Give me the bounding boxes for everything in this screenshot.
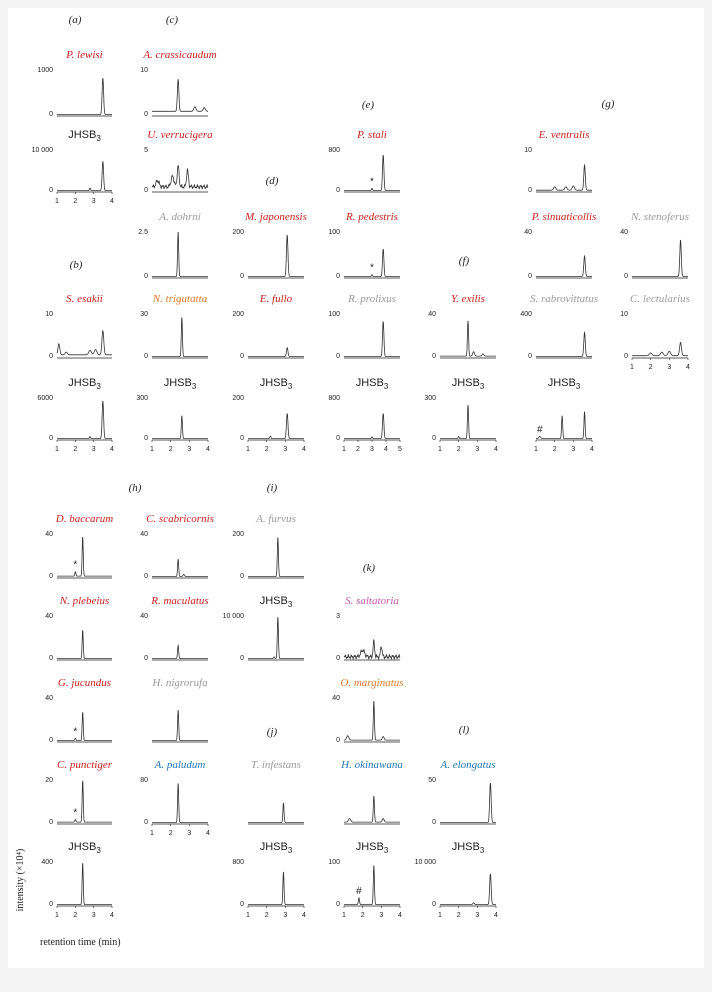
x-axis-label: retention time (min) (40, 937, 121, 948)
y-tick-label: 10 (524, 147, 532, 154)
chart-25 (45, 513, 113, 580)
chart-title: $JHSB_3$ (163, 377, 197, 391)
chromatogram-trace (152, 710, 208, 741)
y-tick-label: 200 (232, 531, 244, 538)
chromatogram-trace (248, 537, 304, 576)
chart-title: $JHSB_3$ (355, 841, 389, 855)
chromatogram-trace (152, 317, 208, 356)
chromatogram-trace (536, 256, 592, 277)
y-tick-label: 0 (49, 111, 53, 118)
y-tick-label: 10 000 (31, 147, 53, 154)
chart-title: $JHSB_3$ (259, 841, 293, 855)
y-tick-label: 0 (240, 573, 244, 580)
chart-5 (138, 211, 208, 280)
chromatogram-trace (632, 240, 688, 277)
asterisk-marker: * (73, 726, 78, 738)
chart-title: T. infestans (251, 759, 301, 771)
x-tick-label: 3 (475, 912, 480, 919)
x-tick-label: 4 (110, 446, 114, 453)
y-tick-label: 6000 (37, 395, 53, 402)
chart-title: $JHSB_3$ (68, 129, 101, 143)
y-tick-label: 0 (144, 573, 148, 580)
y-tick-label: 0 (432, 353, 436, 360)
chart-title: N. plebeius (59, 595, 110, 607)
y-tick-label: 0 (49, 737, 53, 744)
chart-title: A. crassicaudum (143, 49, 217, 61)
chart-title: S. esakii (66, 293, 103, 305)
x-tick-label: 2 (356, 446, 360, 453)
chart-32 (45, 677, 112, 744)
chart-title: R. pedestris (346, 211, 398, 223)
y-tick-label: 40 (620, 229, 628, 236)
y-tick-label: 3 (336, 613, 340, 620)
chart-title: $JHSB_3$ (259, 377, 293, 391)
chromatogram-trace (536, 165, 592, 190)
chromatogram-trace (248, 348, 304, 357)
x-tick-label: 4 (110, 198, 114, 205)
chart-title: $JHSB_3$ (68, 841, 101, 855)
chart-30 (223, 595, 304, 662)
chart-27 (232, 513, 304, 580)
chart-title: S. saltatoria (345, 595, 399, 607)
chart-43 (415, 841, 498, 919)
x-tick-label: 2 (168, 830, 173, 837)
chart-title: A. dohrni (159, 211, 201, 223)
x-tick-label: 3 (475, 446, 480, 453)
chromatogram-trace (440, 321, 496, 356)
chart-38 (340, 759, 403, 824)
x-tick-label: 2 (456, 446, 461, 453)
x-tick-label: 2 (456, 912, 461, 919)
chart-37 (248, 759, 304, 824)
y-tick-label: 0 (336, 353, 340, 360)
chromatogram-trace (344, 796, 400, 822)
y-tick-label: 30 (140, 311, 148, 318)
x-tick-label: 4 (494, 912, 498, 919)
chromatogram-trace (344, 701, 400, 740)
y-tick-label: 200 (232, 229, 244, 236)
panel-label-c: (c) (165, 14, 179, 26)
chart-6 (232, 211, 307, 280)
y-tick-label: 0 (144, 273, 148, 280)
x-tick-label: 1 (55, 198, 59, 205)
chart-title: C. punctiger (57, 759, 112, 771)
panel-label-b: (b) (69, 259, 83, 271)
panel-label-d: (d) (265, 175, 279, 187)
y-tick-label: 0 (528, 353, 532, 360)
y-tick-label: 50 (428, 777, 436, 784)
chart-title: H. nigrorufa (152, 677, 208, 689)
chart-title: S. rabrovittatus (529, 293, 599, 305)
x-tick-label: 2 (648, 364, 653, 371)
chart-title: Y. exilis (451, 293, 485, 305)
y-tick-label: 0 (432, 901, 436, 908)
chart-title: E. fullo (259, 293, 293, 305)
chart-11 (620, 211, 689, 280)
chart-15 (328, 293, 400, 360)
y-tick-label: 0 (528, 273, 532, 280)
chart-39 (428, 759, 496, 826)
y-tick-label: 10 (45, 311, 53, 318)
y-tick-label: 0 (336, 737, 340, 744)
x-tick-label: 4 (398, 912, 402, 919)
panel-label-h: (h) (128, 482, 142, 494)
y-tick-label: 0 (49, 655, 53, 662)
chart-title: M. japonensis (245, 211, 307, 223)
chromatogram-trace (248, 617, 304, 658)
chart-31 (336, 595, 400, 662)
panel-label-j: (j) (266, 726, 278, 738)
chart-title: U. verrucigera (147, 129, 213, 141)
y-tick-label: 40 (45, 613, 53, 620)
chart-title: $JHSB_3$ (547, 377, 581, 391)
y-tick-label: 0 (144, 655, 148, 662)
y-tick-label: 0 (336, 273, 340, 280)
chromatogram-trace (57, 863, 112, 904)
y-tick-label: 0 (240, 273, 244, 280)
x-tick-label: 4 (302, 446, 306, 453)
y-tick-label: 0 (336, 655, 340, 662)
chart-title: E. ventralis (538, 129, 590, 141)
panel-label-e: (e) (361, 99, 375, 111)
panel-label-a: (a) (68, 14, 82, 26)
chromatogram-trace (344, 639, 400, 659)
chromatogram-trace (57, 161, 112, 190)
y-tick-label: 1000 (37, 67, 53, 74)
y-tick-label: 10 000 (222, 613, 244, 620)
panel-label-l: (l) (458, 724, 470, 736)
y-tick-label: 0 (144, 187, 148, 194)
chromatogram-trace (248, 235, 304, 276)
chart-title: $JHSB_3$ (259, 595, 293, 609)
chart-title: G. jucundus (57, 677, 112, 689)
chromatogram-trace (440, 874, 496, 905)
chart-42 (328, 841, 402, 919)
chart-40 (41, 841, 114, 919)
chromatogram-trace (248, 413, 304, 438)
x-tick-label: 3 (91, 198, 96, 205)
chromatogram-trace (248, 803, 304, 823)
y-tick-label: 0 (144, 353, 148, 360)
chart-28 (45, 595, 112, 662)
y-axis-label: intensity (×10⁴) (15, 848, 26, 912)
chart-title: A. paludum (154, 759, 206, 771)
chromatogram-trace (57, 401, 112, 439)
chart-title: P. stali (357, 129, 387, 141)
chart-29 (140, 595, 209, 662)
x-tick-label: 4 (302, 912, 306, 919)
x-tick-label: 1 (150, 830, 154, 837)
x-tick-label: 2 (168, 446, 173, 453)
chart-4 (144, 129, 213, 194)
x-tick-label: 1 (246, 446, 250, 453)
chart-13 (140, 293, 208, 360)
y-tick-label: 0 (49, 435, 53, 442)
chart-33 (151, 677, 208, 742)
x-tick-label: 2 (73, 912, 78, 919)
x-tick-label: 3 (91, 446, 96, 453)
chromatogram-trace (152, 166, 208, 189)
chart-2 (32, 129, 114, 205)
y-tick-label: 0 (240, 901, 244, 908)
y-tick-label: 400 (41, 859, 53, 866)
x-tick-label: 2 (360, 912, 365, 919)
y-tick-label: 0 (49, 819, 53, 826)
y-tick-label: 0 (624, 353, 628, 360)
chart-title: P. lewisi (66, 49, 103, 61)
chart-20 (136, 377, 210, 453)
chromatogram-trace (57, 630, 112, 658)
chromatogram-trace (440, 405, 496, 439)
chart-35 (45, 759, 113, 826)
chromatogram-trace (57, 712, 112, 740)
chromatogram-trace (344, 321, 400, 356)
y-tick-label: 0 (336, 187, 340, 194)
chart-title: C. lectularius (630, 293, 690, 305)
chart-title: A. elongatus (440, 759, 496, 771)
y-tick-label: 300 (424, 395, 436, 402)
chromatogram-trace (440, 783, 496, 823)
x-tick-label: 2 (264, 912, 269, 919)
x-tick-label: 1 (342, 912, 346, 919)
x-tick-label: 3 (187, 446, 192, 453)
y-tick-label: 800 (328, 147, 340, 154)
chart-title: R. prolixus (348, 293, 396, 305)
y-tick-label: 80 (140, 777, 148, 784)
chart-title: D. baccarum (55, 513, 114, 525)
x-tick-label: 3 (187, 830, 192, 837)
panel-label-k: (k) (362, 562, 376, 574)
y-tick-label: 2.5 (138, 229, 148, 236)
chart-3 (140, 49, 217, 118)
chart-8 (328, 211, 400, 280)
chart-title: $JHSB_3$ (451, 377, 485, 391)
chart-24 (534, 377, 594, 453)
chart-title: N. trigutatta (152, 293, 208, 305)
y-tick-label: 0 (49, 573, 53, 580)
chart-7 (328, 129, 400, 194)
y-tick-label: 10 (620, 311, 628, 318)
chart-23 (424, 377, 498, 453)
y-tick-label: 300 (136, 395, 148, 402)
x-tick-label: 3 (667, 364, 672, 371)
x-tick-label: 1 (438, 446, 442, 453)
x-tick-label: 3 (283, 446, 288, 453)
chromatogram-trace (344, 865, 400, 904)
chart-9 (524, 129, 592, 194)
x-tick-label: 3 (379, 912, 384, 919)
y-tick-label: 100 (328, 311, 340, 318)
chromatogram-trace (152, 783, 208, 822)
y-tick-label: 0 (336, 901, 340, 908)
y-tick-label: 40 (45, 531, 53, 538)
panel-label-g: (g) (601, 98, 615, 110)
chart-title: $JHSB_3$ (68, 377, 101, 391)
x-tick-label: 2 (552, 446, 557, 453)
y-tick-label: 20 (45, 777, 53, 784)
y-tick-label: 800 (328, 395, 340, 402)
x-tick-label: 1 (55, 446, 59, 453)
chromatogram-trace (57, 537, 112, 576)
asterisk-marker: * (73, 807, 78, 819)
chart-title: A. furvus (256, 513, 296, 525)
y-tick-label: 0 (432, 819, 436, 826)
y-tick-label: 0 (240, 655, 244, 662)
y-tick-label: 0 (528, 187, 532, 194)
chart-title: N. stenoferus (630, 211, 690, 223)
y-tick-label: 100 (328, 859, 340, 866)
x-tick-label: 4 (384, 446, 388, 453)
x-tick-label: 2 (264, 446, 269, 453)
chart-17 (520, 293, 598, 360)
chart-title: $JHSB_3$ (451, 841, 485, 855)
x-tick-label: 4 (110, 912, 114, 919)
chart-10 (524, 211, 596, 280)
x-tick-label: 4 (590, 446, 594, 453)
y-tick-label: 40 (140, 613, 148, 620)
x-tick-label: 1 (55, 912, 59, 919)
x-tick-label: 3 (370, 446, 374, 453)
x-tick-label: 1 (630, 364, 634, 371)
asterisk-marker: * (73, 559, 78, 571)
chromatogram-trace (632, 343, 688, 356)
chart-16 (428, 293, 496, 360)
y-tick-label: 0 (432, 435, 436, 442)
chart-1 (37, 49, 112, 118)
y-tick-label: 100 (328, 229, 340, 236)
y-tick-label: 800 (232, 859, 244, 866)
x-tick-label: 1 (342, 446, 346, 453)
chromatogram-trace (152, 79, 208, 111)
chart-18 (620, 293, 690, 371)
chromatogram-trace (344, 413, 400, 438)
chromatogram-trace (57, 781, 112, 822)
chromatogram-trace (152, 559, 208, 576)
x-tick-label: 5 (398, 446, 402, 453)
asterisk-marker: * (370, 176, 374, 188)
y-tick-label: 40 (332, 695, 340, 702)
chart-title: H. okinawana (341, 759, 403, 771)
panel-label-f: (f) (458, 255, 470, 267)
chart-41 (232, 841, 306, 919)
x-tick-label: 1 (438, 912, 442, 919)
y-tick-label: 40 (140, 531, 148, 538)
hash-marker: # (356, 885, 362, 897)
chart-title: $JHSB_3$ (355, 377, 389, 391)
chromatogram-trace (536, 412, 592, 439)
x-tick-label: 4 (686, 364, 690, 371)
chromatogram-trace (152, 232, 208, 277)
chart-34 (332, 677, 403, 744)
chart-21 (232, 377, 306, 453)
x-tick-label: 2 (73, 198, 78, 205)
y-tick-label: 0 (624, 273, 628, 280)
y-tick-label: 40 (428, 311, 436, 318)
chart-title: P. sinuaticollis (531, 211, 597, 223)
y-tick-label: 0 (49, 187, 53, 194)
y-tick-label: 0 (336, 435, 340, 442)
x-tick-label: 4 (494, 446, 498, 453)
x-tick-label: 1 (534, 446, 538, 453)
y-tick-label: 40 (45, 695, 53, 702)
y-tick-label: 0 (144, 435, 148, 442)
chart-title: O. marginatus (340, 677, 404, 689)
x-tick-label: 4 (206, 446, 210, 453)
y-tick-label: 0 (144, 819, 148, 826)
x-tick-label: 1 (246, 912, 250, 919)
chromatogram-trace (152, 416, 208, 439)
y-tick-label: 0 (144, 111, 148, 118)
x-tick-label: 4 (206, 830, 210, 837)
y-tick-label: 0 (49, 353, 53, 360)
x-tick-label: 3 (283, 912, 288, 919)
chart-title: R. maculatus (151, 595, 209, 607)
x-tick-label: 1 (150, 446, 154, 453)
chromatogram-trace (536, 333, 592, 357)
panel-letters (69, 14, 615, 738)
y-tick-label: 40 (524, 229, 532, 236)
y-tick-label: 10 (140, 67, 148, 74)
hash-marker: # (536, 424, 543, 436)
y-tick-label: 0 (49, 901, 53, 908)
y-tick-label: 5 (144, 147, 148, 154)
y-tick-label: 0 (240, 353, 244, 360)
panel-label-i: (i) (266, 482, 278, 494)
x-tick-label: 3 (91, 912, 96, 919)
chart-14 (232, 293, 304, 360)
chart-36 (140, 759, 210, 837)
chart-12 (45, 293, 112, 360)
asterisk-marker: * (370, 262, 374, 274)
chart-19 (37, 377, 114, 453)
chart-title: C. scabricornis (146, 513, 214, 525)
chart-22 (328, 377, 402, 453)
y-tick-label: 10 000 (414, 859, 436, 866)
chromatogram-trace (248, 872, 304, 905)
y-tick-label: 200 (232, 395, 244, 402)
x-tick-label: 2 (73, 446, 78, 453)
y-tick-label: 200 (232, 311, 244, 318)
y-tick-label: 400 (520, 311, 532, 318)
x-tick-label: 3 (571, 446, 576, 453)
y-tick-label: 0 (240, 435, 244, 442)
chromatogram-trace (57, 78, 112, 115)
chart-26 (140, 513, 214, 580)
chromatogram-trace (57, 331, 112, 355)
chromatogram-trace (152, 646, 208, 659)
